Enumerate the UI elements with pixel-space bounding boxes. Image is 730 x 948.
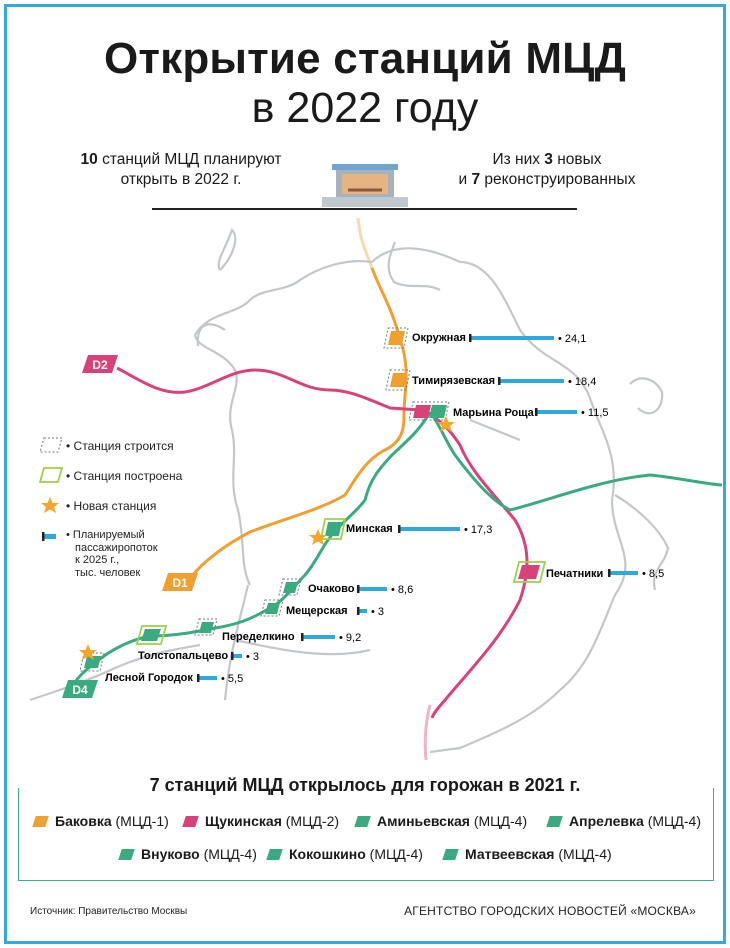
d1-label-text: D1 xyxy=(172,576,188,590)
station-peredelkino xyxy=(195,619,361,644)
bar-maryina-roshcha xyxy=(535,410,577,414)
station-minskaya-label: Минская xyxy=(346,523,393,535)
d2-label-text: D2 xyxy=(92,358,108,372)
station-okruzhnaya-label: Окружная xyxy=(412,332,466,344)
value-lesnoy-gorodok: • 5,5 xyxy=(221,673,244,685)
legend-built-icon xyxy=(40,468,62,482)
opened-square-icon xyxy=(546,816,563,827)
opened-name: Внуково xyxy=(141,846,200,862)
bar-pechatniki xyxy=(608,571,638,575)
station-pechatniki-label: Печатники xyxy=(546,568,604,580)
opened-station-vnukovo xyxy=(120,846,257,862)
value-minskaya: • 17,3 xyxy=(464,524,493,536)
station-ochakovo-label: Очаково xyxy=(308,583,355,595)
value-tolstopaltsevo: • 3 xyxy=(246,651,260,663)
station-peredelkino-label: Переделкино xyxy=(222,631,295,643)
legend-flow-line-2: пассажиропоток xyxy=(75,541,158,554)
value-ochakovo: • 8,6 xyxy=(391,584,414,596)
intro-right-text-2b: реконструированных xyxy=(480,171,636,188)
legend-icons xyxy=(40,438,62,541)
opened-line: (МЦД-1) xyxy=(111,813,169,829)
station-maryina-roshcha-label: Марьина Роща xyxy=(453,407,534,419)
station-tolstopaltsevo-label: Толстопальцево xyxy=(138,650,229,662)
legend-building-icon xyxy=(40,438,62,452)
d2-fade-bottom xyxy=(425,705,430,760)
bar-minskaya xyxy=(398,527,460,531)
value-pechatniki: • 8,5 xyxy=(642,568,665,580)
opened-square-icon xyxy=(118,849,135,860)
opened-line: (МЦД-4) xyxy=(365,846,423,862)
station-timiryazevskaya-label: Тимирязевская xyxy=(412,375,496,387)
legend-star-icon xyxy=(41,497,59,513)
intro-left-text-1: станций МЦД планируют xyxy=(97,151,282,168)
opened-line: (МЦД-4) xyxy=(469,813,528,829)
opened-line: (МЦД-4) xyxy=(554,846,612,862)
opened-name: Кокошкино xyxy=(289,846,366,862)
opened-name: Баковка xyxy=(55,813,112,829)
legend-built: • Станция построена xyxy=(66,469,183,483)
opened-station-matveevskaya xyxy=(444,846,612,862)
new-station-star-icon xyxy=(309,529,327,545)
bar-okruzhnaya xyxy=(469,336,554,340)
station-lesnoy-gorodok-label: Лесной Городок xyxy=(105,672,193,684)
opened-name: Матвеевская xyxy=(465,846,555,862)
opened-square-icon xyxy=(266,849,283,860)
value-peredelkino: • 9,2 xyxy=(339,632,362,644)
intro-left-text-2: открыть в 2022 г. xyxy=(120,171,242,188)
d4-label-text: D4 xyxy=(72,683,88,697)
opened-name: Апрелевка xyxy=(569,813,644,829)
legend-new: • Новая станция xyxy=(66,499,157,513)
opened-square-icon xyxy=(442,849,459,860)
value-okruzhnaya: • 24,1 xyxy=(558,333,587,345)
opened-line: (МЦД-2) xyxy=(281,813,340,829)
title-line-1: Открытие станций МЦД xyxy=(103,34,627,83)
bar-peredelkino xyxy=(301,635,335,639)
opened-square-icon xyxy=(32,816,49,827)
intro-right-text-1b: новых xyxy=(552,151,602,168)
bar-lesnoy-gorodok xyxy=(197,676,217,680)
opened-line: (МЦД-4) xyxy=(643,813,701,829)
opened-station-shchukinskaya xyxy=(184,813,339,829)
opened-square-icon xyxy=(354,816,371,827)
station-building-icon xyxy=(322,164,408,207)
opened-name: Щукинская xyxy=(205,813,282,829)
bar-ochakovo xyxy=(357,587,387,591)
value-maryina-roshcha: • 11,5 xyxy=(581,407,609,419)
opened-name: Аминьевская xyxy=(377,813,470,829)
legend-flow xyxy=(66,529,158,579)
intro-right-text-2a: и xyxy=(458,171,472,188)
legend-flow-line-1: • Планируемый xyxy=(66,529,145,541)
intro-right-number-2: 7 xyxy=(471,171,481,188)
station-meshcherskaya-label: Мещерская xyxy=(286,605,348,617)
opened-line: (МЦД-4) xyxy=(199,846,257,862)
opened-2021-title: 7 станций МЦД открылось для горожан в 2021 г. xyxy=(104,775,626,796)
agency-credit: АГЕНТСТВО ГОРОДСКИХ НОВОСТЕЙ «МОСКВА» xyxy=(404,904,696,918)
opened-2021-box xyxy=(18,788,714,881)
opened-station-bakovka xyxy=(34,813,169,829)
intro-right-number-1: 3 xyxy=(544,151,553,168)
d2-label xyxy=(82,355,118,373)
value-timiryazevskaya: • 18,4 xyxy=(568,376,597,388)
opened-station-kokoshkino xyxy=(268,846,423,862)
opened-square-icon xyxy=(182,816,199,827)
station-pechatniki xyxy=(514,562,664,582)
legend-building: • Станция строится xyxy=(66,439,174,453)
intro-right-text-1a: Из них xyxy=(492,151,545,168)
d4-label xyxy=(62,680,98,698)
source-note: Источник: Правительство Москвы xyxy=(30,906,188,917)
bar-timiryazevskaya xyxy=(498,379,564,383)
intro-left-number: 10 xyxy=(80,151,98,168)
opened-station-aprelevka xyxy=(548,813,701,829)
legend-flow-line-3: к 2025 г., xyxy=(75,554,120,566)
d1-label xyxy=(162,573,198,591)
station-okruzhnaya xyxy=(384,328,586,348)
title-line-2: в 2022 году xyxy=(251,84,479,132)
line-d4-east xyxy=(430,412,722,510)
value-meshcherskaya: • 3 xyxy=(371,606,385,618)
station-timiryazevskaya xyxy=(386,370,596,390)
legend-flow-line-4: тыс. человек xyxy=(75,566,141,579)
station-minskaya xyxy=(309,519,492,545)
opened-station-aminyevskaya xyxy=(356,813,527,829)
